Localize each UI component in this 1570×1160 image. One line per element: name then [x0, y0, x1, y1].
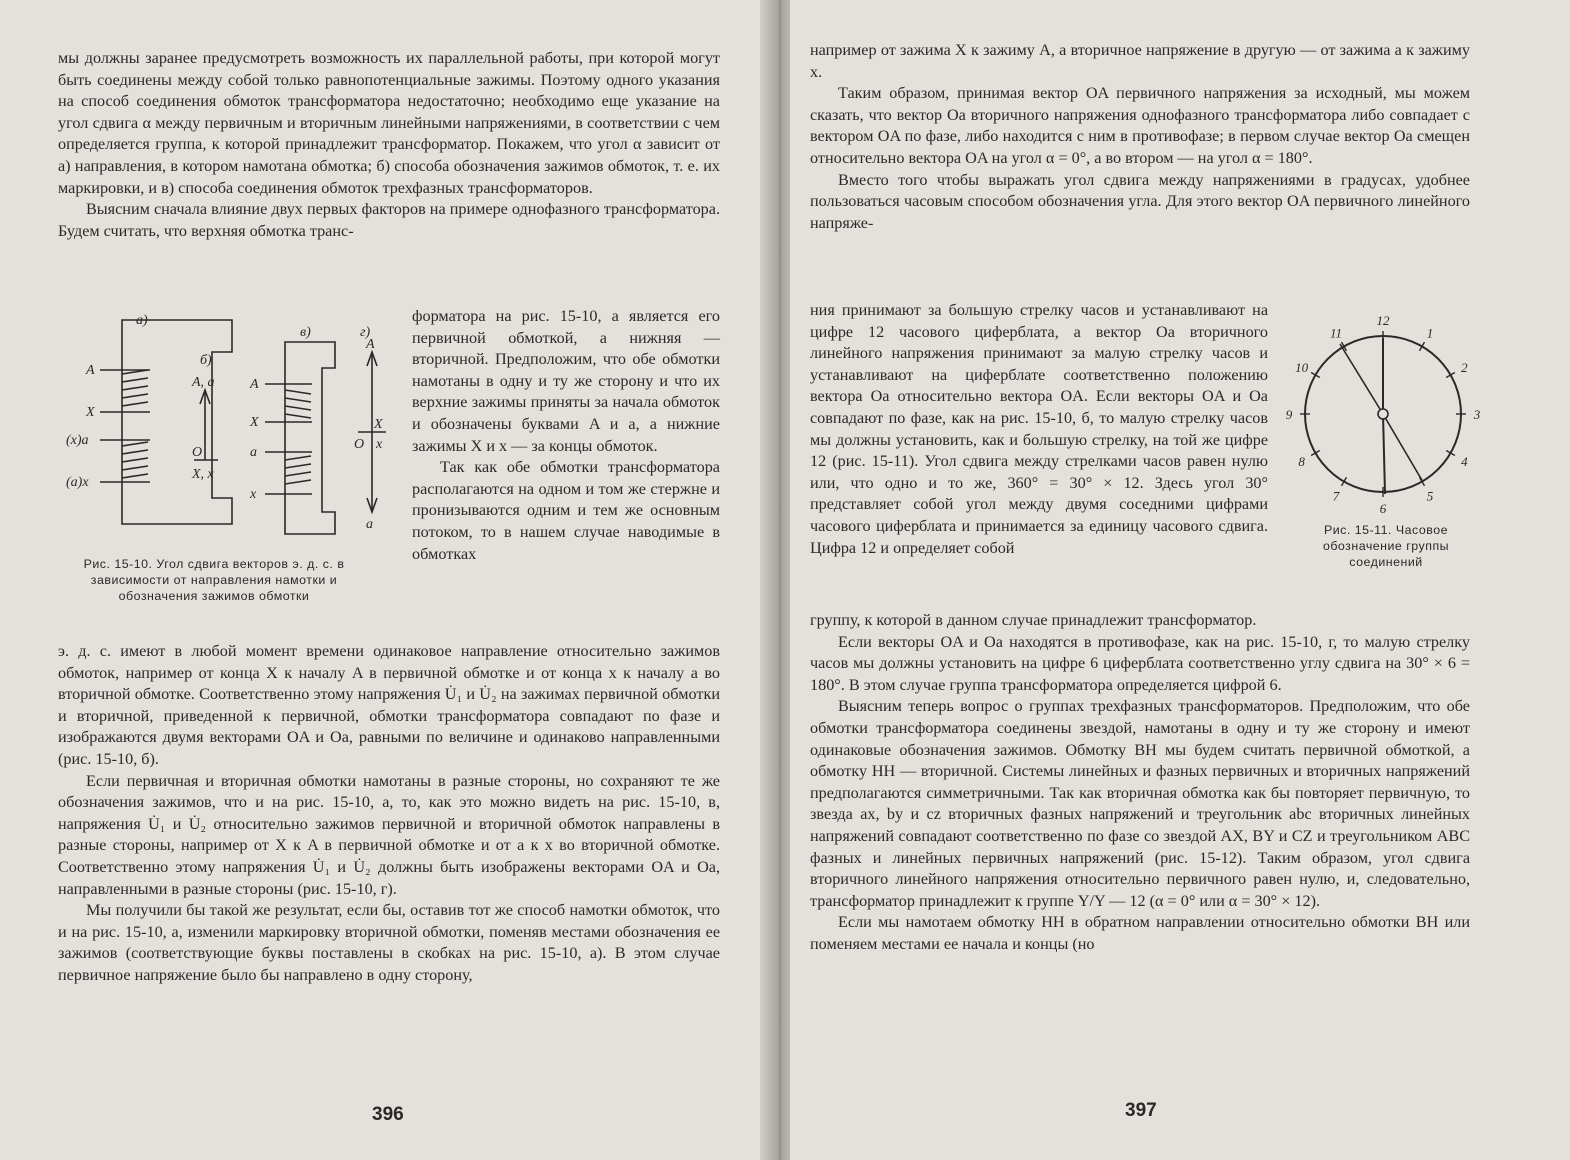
fig-terminal-X: X	[86, 405, 95, 420]
fig-g-O: O	[354, 437, 365, 452]
clock-number-6: 6	[1379, 501, 1387, 516]
left-paragraph-5: Мы получили бы такой же результат, если бы, оставив тот же способ намотки обмоток, что и на рис. 15-10, а, изменили маркировку вторичной обмотки, поменяв местами обозначения ее зажимов (соответствующие буквы поставлены в скобках на рис. 15-10, а). В этом случае первичное напряжение было бы направлено в одну сторону,	[58, 901, 720, 984]
fig-vector-O: O	[192, 445, 203, 460]
clock-number-11: 11	[1329, 325, 1343, 341]
clock-number-10: 10	[1295, 360, 1309, 375]
fig-label-b: б)	[200, 353, 212, 368]
left-page-number: 396	[372, 1104, 404, 1125]
coil-secondary-v	[265, 452, 312, 494]
right-paragraph-3-full: Вместо того чтобы выражать угол сдвига между напряжениями в градусах, удобнее пользоваться часовым способом обозначения угла. Для этого вектор OA первичного линейного напряже-	[810, 170, 1470, 232]
right-paragraph-2: Таким образом, принимая вектор OA первичного напряжения за исходный, мы можем сказать, что вектор Oa вторичного напряжения однофазного трансформатора либо совпадает с вектором OA по фазе, либо находится с ним в противофазе; в первом случае вектор Oa смещен относительно вектора OA на угол α = 0°, а во втором — на угол α = 180°.	[810, 84, 1470, 167]
fig-v-terminal-x: x	[250, 487, 257, 502]
left-paragraph-2-head: Выясним сначала влияние двух первых факторов на примере однофазного трансформатора. Будем считать, что верхняя обмотка транс-	[58, 200, 720, 240]
fig-v-terminal-X: X	[250, 415, 259, 430]
right-text-top	[810, 40, 1470, 234]
left-page	[0, 0, 770, 1160]
fig-g-a: a	[366, 517, 373, 532]
right-paragraph-4: Если векторы OA и Oa находятся в противофазе, как на рис. 15-10, г, то малую стрелку часов мы должны установить на цифре 6 циферблата соответственно углу сдвига на 30° × 6 = 180°. В этом случае группа трансформатора определяется цифрой 6.	[810, 632, 1470, 694]
right-paragraph-5: Выясним теперь вопрос о группах трехфазных трансформаторов. Предположим, что обе обмотки трансформатора соединены звездой, намотаны в одну и ту же сторону и имеют одинаковые обозначения зажимов. Обмотку ВН мы будем считать первичной обмоткой, а обмотку НН — вторичной. Системы линейных и фазных первичных и вторичных напряжений предполагаются симметричными. Так как вторичная обмотка как бы повторяет первичную, то звезда ax, by и cz вторичных фазных напряжений и треугольник abc вторичных линейных напряжений совпадают соответственно по фазе со звездой AX, BY и CZ и треугольником ABC фазных и линейных первичных напряжений (рис. 15-12). Таким образом, угол сдвига вторичного линейного напряжения относительно первичного равен нулю, и, следовательно, трансформатор принадлежит к группе Y/Y — 12 (α = 0° или α = 30° × 12).	[810, 697, 1470, 910]
clock-hand-5	[1383, 414, 1423, 482]
left-paragraph-2-side: форматора на рис. 15-10, а является его первичной обмоткой, а нижняя — вторичной. Предположим, что обе обмотки намотаны в одну и ту же сторону и что их верхние зажимы приняты за начала обмоток и обозначены буквами A и a, а нижние зажимы X и x — за концы обмоток.	[412, 307, 720, 455]
clock-number-12: 12	[1376, 316, 1390, 328]
right-page-number: 397	[1125, 1100, 1157, 1121]
coil-primary-a	[100, 370, 150, 412]
left-paragraph-1: мы должны заранее предусмотреть возможность их параллельной работы, при которой могут быть соединены между собой только равнопотенциальные зажимы. Поэтому одного указания на способ соединения обмоток трансформатора недостаточно; необходимо еще указание на угол сдвига α между первичным и вторичным линейными напряжениями, в соответствии с чем определяется группа, к которой принадлежит трансформатор. Покажем, что угол α зависит от а) направления, в котором намотана обмотка; б) способа обозначения зажимов обмоток, т. е. их маркировки, и в) способа соединения обмоток трехфазных трансформаторов.	[58, 49, 720, 197]
fig-g-A: A	[366, 337, 375, 352]
fig-v-terminal-a: a	[250, 445, 257, 460]
right-text-side	[810, 300, 1268, 559]
figure-15-10	[60, 312, 400, 557]
fig-v-terminal-A: A	[250, 377, 259, 392]
clock-center	[1378, 409, 1388, 419]
fig-label-v: в)	[300, 325, 311, 340]
clock-number-1: 1	[1426, 325, 1434, 341]
left-text-bottom	[58, 641, 720, 987]
fig-label-g: г)	[360, 325, 371, 340]
right-paragraph-6: Если мы намотаем обмотку НН в обратном направлении относительно обмотки ВН или поменяем местами ее начала и концы (но	[810, 913, 1470, 953]
right-page	[790, 0, 1570, 1160]
clock-hand-6	[1383, 414, 1385, 494]
figure-15-10-caption: Рис. 15-10. Угол сдвига векторов э. д. с. в зависимости от направления намотки и обозначения зажимов обмотки	[83, 557, 345, 603]
left-paragraph-3-full: э. д. с. имеют в любой момент времени одинаковое направление относительно зажимов обмоток, например от конца X к началу A в первичной обмотке и от конца x к началу a во вторичной обмотке. Соответственно этому напряжения U̇₁ и U̇₂ на зажимах первичной обмотки и вторичной, приведенной к первичной, обмотки трансформатора совпадают по фазе и изображаются двумя векторами OA и Oa, равными по величине и одинаково направленными (рис. 15-10, б).	[58, 642, 720, 768]
clock-number-8: 8	[1298, 454, 1305, 469]
right-paragraph-3-tail: группу, к которой в данном случае принадлежит трансформатор.	[810, 611, 1257, 629]
fig-label-a: а)	[136, 313, 148, 328]
fig-vector-Xx: X, x	[192, 467, 214, 482]
right-text-bottom	[810, 610, 1470, 956]
left-paragraph-4: Если первичная и вторичная обмотки намотаны в разные стороны, но сохраняют те же обозначения зажимов, что и на рис. 15-10, а, то, как это можно видеть на рис. 15-10, в, напряжения U̇₁ и U̇₂ относительно зажимов первичной и вторичной обмоток направлены в разные стороны, например от X к A в первичной обмотке и от a к x во вторичной обмотке. Соответственно этому напряжения U̇₁ и U̇₂ должны быть изображены векторами OA и Oa, направленными в разные стороны (рис. 15-10, г).	[58, 771, 720, 898]
coil-secondary-a	[100, 440, 150, 482]
left-text-top	[58, 48, 720, 242]
clock-hand-11	[1340, 344, 1383, 414]
clock-number-3: 3	[1473, 407, 1481, 422]
clock-number-4: 4	[1461, 454, 1468, 469]
core-v	[285, 342, 335, 534]
coil-primary-v	[265, 384, 312, 422]
figure-15-11-caption: Рис. 15-11. Часовое обозначение группы соединений	[1322, 523, 1450, 569]
core-a	[122, 320, 232, 524]
fig-g-x: x	[376, 437, 383, 452]
right-paragraph-3-side: ния принимают за большую стрелку часов и устанавливают на цифре 12 часового циферблата, а вектор Oa вторичного линейного напряжения принимают за малую стрелку часов и устанавливают на циферблате соответственно положению вектора Oa относительно вектора OA. Если векторы OA и Oa совпадают по фазе, как на рис. 15-10, б, то малую стрелку часов мы должны установить, как и большую стрелку, на той же цифре 12 (рис. 15-11). Угол сдвига между стрелками часов равен нулю или, что одно и то же, 360° = 30° × 12. Здесь угол 30° представляет собой угол между двумя соседними цифрами часового циферблата и принимается за единицу часового сдвига. Цифра 12 и определяет собой	[810, 301, 1268, 557]
fig-terminal-xa: (x)a	[66, 433, 89, 448]
clock-number-7: 7	[1332, 488, 1340, 504]
fig-vector-Aa: A, a	[192, 375, 215, 390]
left-text-side	[412, 306, 720, 565]
clock-number-2: 2	[1461, 360, 1468, 375]
fig-g-X: X	[374, 417, 383, 432]
left-paragraph-3-side: Так как обе обмотки трансформатора располагаются на одном и том же стержне и пронизываются одним и тем же основным потоком, то в нашем случае наводимые в обмотках	[412, 458, 720, 563]
figure-15-11-clock	[1278, 316, 1488, 516]
fig-terminal-A: A	[86, 363, 95, 378]
clock-number-9: 9	[1285, 407, 1293, 422]
clock-number-5: 5	[1426, 488, 1434, 504]
right-paragraph-1: например от зажима X к зажиму A, а вторичное напряжение в другую — от зажима a к зажиму x.	[810, 41, 1470, 81]
fig-terminal-ax: (a)x	[66, 475, 89, 490]
